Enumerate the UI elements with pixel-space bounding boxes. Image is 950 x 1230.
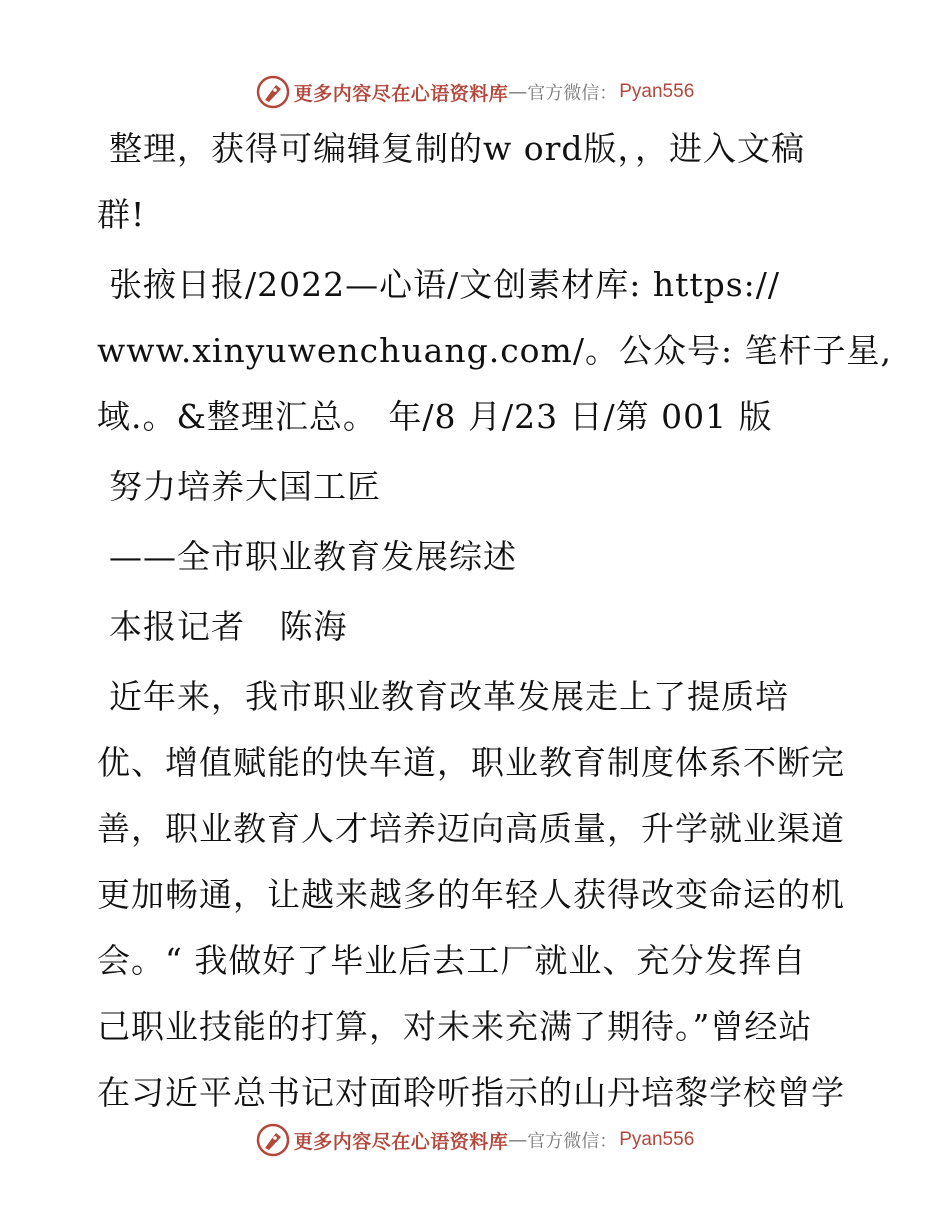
- article-byline: 本报记者 陈海: [109, 607, 348, 646]
- pen-nib-logo-icon: [256, 1123, 290, 1157]
- header-banner: [0, 72, 950, 112]
- banner-wechat-id: Pyan556: [619, 1129, 695, 1150]
- paragraph-2-line-3: 域.。&整理汇总。 年/8 月/23 日/第 001 版: [97, 397, 773, 436]
- paragraph-3-line-4: 更加畅通，让越来越多的年轻人获得改变命运的机: [97, 875, 845, 914]
- banner-title: 更多内容尽在心语资料库: [293, 82, 509, 105]
- banner-separator: —: [508, 81, 528, 103]
- footer-banner: [0, 1120, 950, 1160]
- banner-wechat-label: 官方微信：: [527, 1131, 618, 1152]
- banner-wechat-id: Pyan556: [619, 81, 695, 102]
- banner-separator: —: [508, 1129, 528, 1151]
- paragraph-3-line-5: 会。“ 我做好了毕业后去工厂就业、充分发挥自: [97, 941, 807, 980]
- paragraph-3-line-2: 优、增值赋能的快车道，职业教育制度体系不断完: [97, 743, 845, 782]
- paragraph-3-line-1: 近年来，我市职业教育改革发展走上了提质培: [109, 677, 789, 716]
- article-title: 努力培养大国工匠: [109, 467, 381, 506]
- paragraph-3-line-7: 在习近平总书记对面聆听指示的山丹培黎学校曾学: [97, 1073, 845, 1112]
- banner-title: 更多内容尽在心语资料库: [293, 1130, 509, 1153]
- paragraph-1-line-1: 整理，获得可编辑复制的w ord版，，进入文稿: [109, 129, 806, 168]
- paragraph-3-line-6: 己职业技能的打算，对未来充满了期待。”曾经站: [97, 1007, 813, 1046]
- paragraph-2-line-1: 张掖日报/2022—心语/文创素材库: https://: [109, 265, 781, 304]
- pen-nib-logo-icon: [256, 75, 290, 109]
- document-body: [97, 116, 893, 1126]
- article-subtitle: ——全市职业教育发展综述: [109, 537, 517, 576]
- paragraph-1-line-2: 群!: [97, 195, 146, 234]
- paragraph-3-line-3: 善，职业教育人才培养迈向高质量，升学就业渠道: [97, 809, 845, 848]
- paragraph-2-line-2: www.xinyuwenchuang.com/。公众号: 笔杆子星,: [97, 331, 893, 370]
- banner-wechat-label: 官方微信：: [527, 83, 618, 104]
